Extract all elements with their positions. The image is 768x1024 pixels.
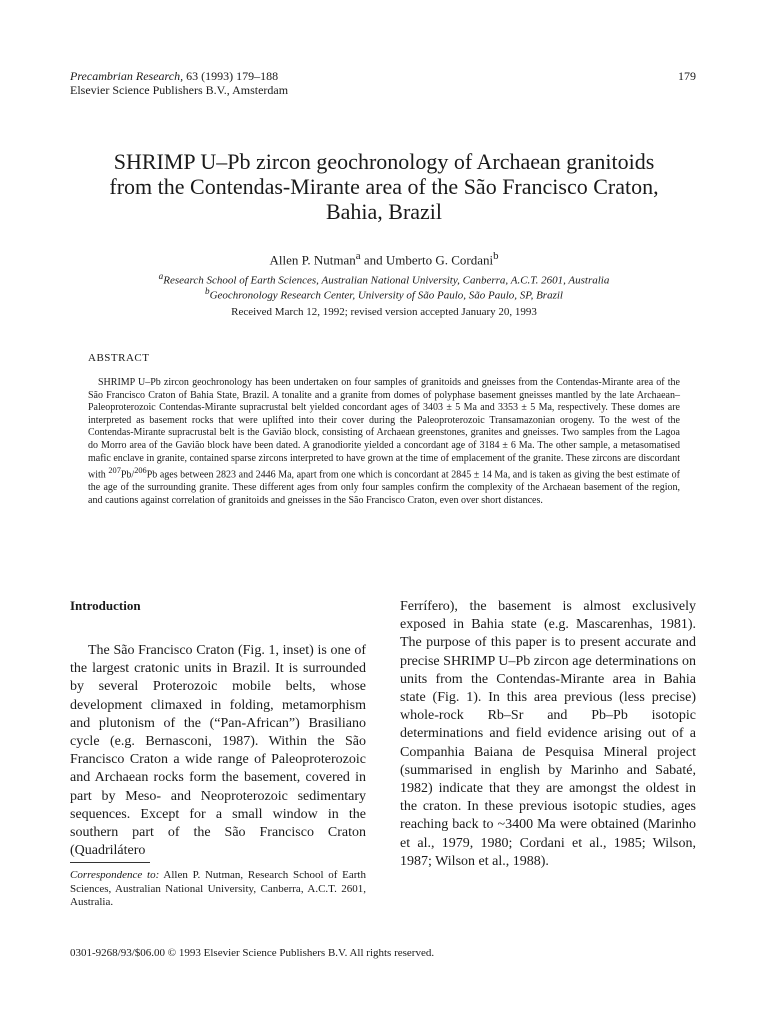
- affiliation-b-text: Geochronology Research Center, University of São Paulo, São Paulo, SP, Brazil: [209, 289, 563, 302]
- abstract-isotope-sup-1: 207: [108, 466, 121, 476]
- abstract-isotope-sup-2: 206: [134, 466, 147, 476]
- title-line-1: SHRIMP U–Pb zircon geochronology of Archaean granitoids: [113, 149, 655, 174]
- section-heading-introduction: Introduction: [70, 598, 141, 613]
- abstract-isotope-pb: Pb/: [120, 469, 135, 481]
- journal-name: Precambrian Research,: [70, 69, 184, 83]
- footnote-rule: [70, 862, 150, 863]
- affiliation-b: [0, 285, 768, 303]
- volume-pages: 63 (1993) 179–188: [183, 69, 279, 83]
- abstract-text-1: SHRIMP U–Pb zircon geochronology has been undertaken on four samples of granitoids and gneisses from the Contendas-Mirante area of the São Francisco Craton of Bahia State, Brazil. A tonalite and a granite from domes of polyphase basement gneisses mantled by the late Archaean–Paleoproterozoic Contendas-Mirante supracrustal belt yielded concordant ages of 3403 ± 5 Ma and 3353 ± 5 Ma, respectively. These domes are interpreted as basement rocks that were uplifted into their cover during the Paleoproterozoic Transamazonian orogeny. To the west of the Contendas-Mirante supracrustal belt is the Gavião block, consisting of Archaean greenstones, granites and gneisses. Two samples from the Lagoa do Morro area of the Gavião block have been dated. A granodiorite yielded a concordant age of 3184 ± 6 Ma. The other sample, a metasomatised mafic enclave in granite, contained sparse zircons interpreted to have grown at the time of emplacement of the granite. These zircons are discordant with: [88, 377, 680, 481]
- author-nutman: Allen P. Nutman: [269, 252, 356, 268]
- article-title: [60, 149, 708, 224]
- title-line-2: from the Contendas-Mirante area of the São Francisco Craton,: [109, 174, 659, 199]
- affiliation-a-mark: a: [158, 271, 164, 281]
- footnote-label: Correspondence to:: [70, 869, 160, 881]
- footnote-text: Allen P. Nutman, Research School of Earth Sciences, Australian National University, Canberra, A.C.T. 2601, Australia.: [70, 869, 366, 908]
- page-number: 179: [678, 69, 696, 83]
- abstract-body: [88, 377, 680, 507]
- author-conjunction: and: [360, 252, 386, 268]
- abstract-text-2: Pb ages between 2823 and 2446 Ma, apart from one which is concordant at 2845 ± 14 Ma, and is taken as giving the best estimate of the age of the surrounding granite. These different ages from only four samples confirm the complexity of the Archaean basement of the region, and cautions against correlation of granitoids and gneisses in the São Francisco Craton, even over short distances.: [88, 469, 680, 506]
- author-cordani: Umberto G. Cordani: [385, 252, 494, 268]
- author-nutman-affil-mark: a: [355, 250, 361, 262]
- publisher: Elsevier Science Publishers B.V., Amsterdam: [70, 83, 289, 97]
- affiliation-a-text: Research School of Earth Sciences, Australian National University, Canberra, A.C.T. 2601, Australia: [163, 274, 610, 287]
- received-dates: Received March 12, 1992; revised version accepted January 20, 1993: [231, 306, 537, 318]
- introduction-right-column: Ferrífero), the basement is almost exclusively exposed in Bahia state (e.g. Mascarenhas, 1981). The purpose of this paper is to present accurate and precise SHRIMP U–Pb zircon age determinations on units from the Contendas-Mirante area in Bahia state (Fig. 1). In this area previous (less precise) whole-rock Rb–Sr and Pb–Pb isotopic determinations and field evidence arising out of a Companhia Baiana de Pesquisa Mineral project (summarised in english by Marinho and Sabaté, 1982) indicate that they are amongst the oldest in the craton. In these previous isotopic studies, ages reaching back to ~3400 Ma were obtained (Marinho et al., 1979, 1980; Cordani et al., 1985; Wilson, 1987; Wilson et al., 1988).: [400, 599, 696, 869]
- affiliation-b-mark: b: [205, 286, 210, 296]
- title-line-3: Bahia, Brazil: [325, 199, 443, 224]
- running-header: [70, 69, 288, 97]
- introduction-left-column: The São Francisco Craton (Fig. 1, inset) is one of the largest cratonic units in Brazil. It is surrounded by several Proterozoic mobile belts, whose development climaxed in folding, metamorphism and plutonism of the (“Pan-African”) Brasiliano cycle (e.g. Bernasconi, 1987). Within the São Francisco Craton a wide range of Paleoproterozoic and Archaean rocks form the basement, covered in part by Meso- and Neoproterozoic sedimentary sequences. Except for a small window in the southern part of the São Francisco Craton (Quadrilátero: [70, 643, 366, 859]
- copyright-line: 0301-9268/93/$06.00 © 1993 Elsevier Science Publishers B.V. All rights reserved.: [70, 947, 435, 959]
- abstract-heading: ABSTRACT: [88, 352, 150, 364]
- correspondence-footnote: [70, 869, 366, 910]
- author-cordani-affil-mark: b: [493, 250, 499, 262]
- author-list: [0, 250, 768, 268]
